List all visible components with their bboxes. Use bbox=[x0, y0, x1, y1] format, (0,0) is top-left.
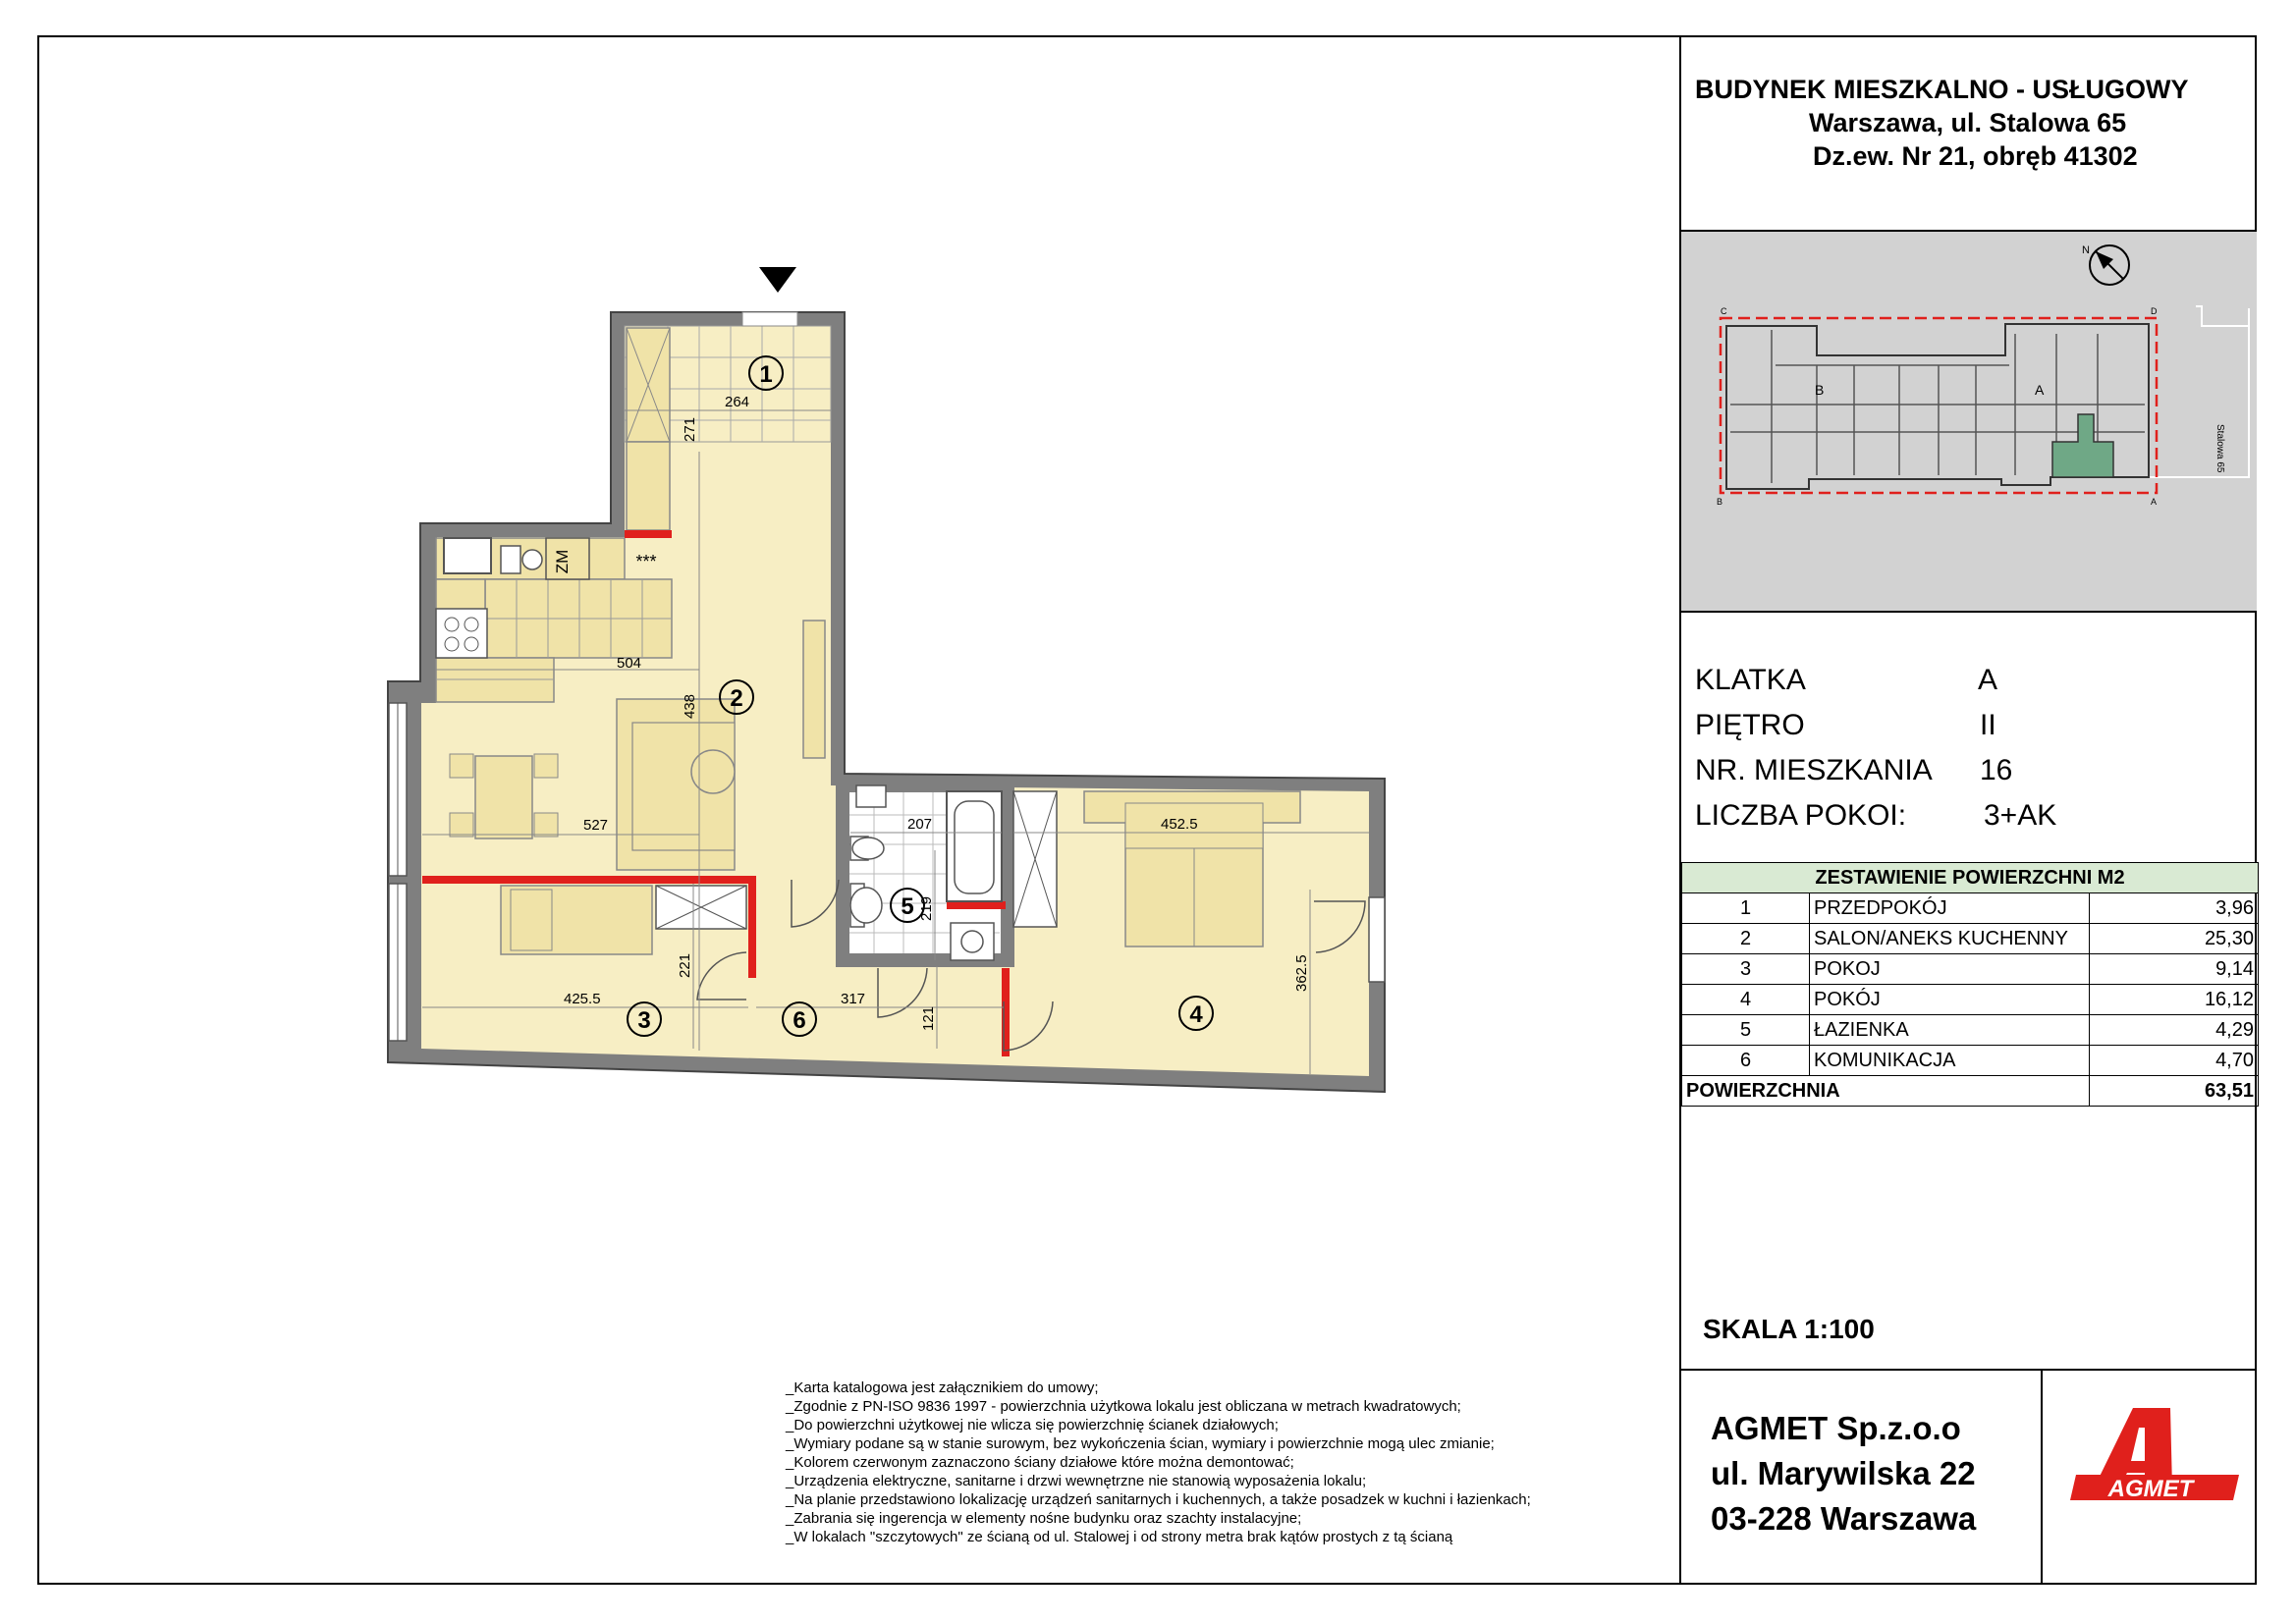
total-row: POWIERZCHNIA 63,51 bbox=[1682, 1076, 2259, 1107]
dim-317: 317 bbox=[841, 991, 866, 1007]
dim-504: 504 bbox=[617, 655, 642, 672]
note-line: _Wymiary podane są w stanie surowym, bez wykończenia ścian, wymiary i powierzchnie mogą ulec zmianie; bbox=[786, 1435, 1495, 1452]
cooktop bbox=[436, 609, 487, 658]
dim-219: 219 bbox=[918, 895, 935, 921]
table-row: 1 PRZEDPOKÓJ 3,96 bbox=[1682, 893, 2259, 924]
note-line: _Do powierzchni użytkowej nie wlicza się powierzchnię ścianek działowych; bbox=[786, 1417, 1279, 1433]
svg-text:6: 6 bbox=[793, 1007, 806, 1034]
table-row: 6 KOMUNIKACJA 4,70 bbox=[1682, 1046, 2259, 1076]
note-line: _Zgodnie z PN-ISO 9836 1997 - powierzchnia użytkowa lokalu jest obliczana w metrach kwadratowych; bbox=[786, 1398, 1461, 1415]
svg-text:B: B bbox=[1717, 497, 1723, 507]
notes bbox=[786, 1379, 1531, 1546]
dim-425-5: 425.5 bbox=[564, 991, 601, 1007]
north-arrow-icon bbox=[2082, 244, 2129, 285]
key-plan bbox=[1681, 232, 2257, 613]
building-title bbox=[1681, 35, 2257, 232]
company-block bbox=[1681, 1369, 2257, 1585]
svg-text:3: 3 bbox=[637, 1007, 651, 1034]
svg-text:AGMET: AGMET bbox=[2107, 1476, 2194, 1502]
dim-121: 121 bbox=[920, 1005, 937, 1031]
svg-text:4: 4 bbox=[1189, 1001, 1203, 1028]
dim-271: 271 bbox=[682, 416, 698, 442]
note-line: _Urządzenia elektryczne, sanitarne i drzwi wewnętrzne nie stanowią wyposażenia lokalu; bbox=[786, 1473, 1367, 1489]
table-row: 4 POKÓJ 16,12 bbox=[1682, 985, 2259, 1015]
note-line: _W lokalach "szczytowych" ze ścianą od ul. Stalowej i od strony metra brak kątów prostych z tą ścianą bbox=[786, 1529, 1453, 1545]
svg-text:D: D bbox=[2151, 306, 2158, 316]
street-label: Stalowa 65 bbox=[2214, 424, 2225, 473]
dim-438: 438 bbox=[682, 693, 698, 719]
note-line: _Na planie przedstawiono lokalizację urządzeń sanitarnych i kuchennych, a także posadzek w kuchni i łazienkach; bbox=[786, 1491, 1531, 1508]
area-table-header: ZESTAWIENIE POWIERZCHNI M2 bbox=[1682, 863, 2259, 893]
note-line: _Zabrania się ingerencja w elementy nośne budynku oraz szachty instalacyjne; bbox=[786, 1510, 1302, 1527]
svg-text:N: N bbox=[2082, 244, 2090, 256]
entrance-arrow-icon bbox=[759, 267, 796, 293]
stair-b-label: B bbox=[1815, 382, 1825, 398]
area-table bbox=[1681, 862, 2257, 1107]
removable-wall bbox=[748, 876, 756, 978]
company-name: AGMET Sp.z.o.o bbox=[1711, 1410, 1961, 1446]
company-street: ul. Marywilska 22 bbox=[1711, 1455, 1976, 1491]
dim-207: 207 bbox=[907, 816, 933, 833]
dim-221: 221 bbox=[677, 952, 693, 978]
removable-wall bbox=[625, 530, 672, 538]
note-line: _Kolorem czerwonym zaznaczono ściany działowe które można demontować; bbox=[786, 1454, 1294, 1471]
dim-452-5: 452.5 bbox=[1161, 816, 1198, 833]
building-plot: Dz.ew. Nr 21, obręb 41302 bbox=[1813, 141, 2138, 171]
fridge-label: ZM bbox=[553, 549, 572, 574]
scale-label: SKALA 1:100 bbox=[1703, 1314, 1875, 1344]
agmet-logo bbox=[2043, 1371, 2259, 1585]
removable-wall bbox=[1002, 968, 1010, 1056]
removable-wall bbox=[422, 876, 756, 884]
stair-a-label: A bbox=[2035, 382, 2045, 398]
building-type: BUDYNEK MIESZKALNO - USŁUGOWY bbox=[1695, 75, 2189, 104]
hob-label: *** bbox=[635, 552, 657, 571]
svg-text:5: 5 bbox=[901, 893, 914, 920]
apartment-info: KLATKA A PIĘTRO II NR. MIESZKANIA 16 LICZBA POKOI: 3+AK bbox=[1681, 613, 2257, 872]
dim-362-5: 362.5 bbox=[1293, 954, 1310, 992]
note-line: _Karta katalogowa jest załącznikiem do umowy; bbox=[786, 1379, 1099, 1396]
company-address bbox=[1681, 1371, 2043, 1585]
dim-527: 527 bbox=[583, 817, 609, 834]
title-block bbox=[1679, 35, 2257, 1585]
svg-text:A: A bbox=[2151, 497, 2158, 507]
dim-264: 264 bbox=[725, 394, 750, 410]
removable-wall bbox=[947, 901, 1006, 909]
svg-text:2: 2 bbox=[730, 685, 743, 712]
table-row: 3 POKOJ 9,14 bbox=[1682, 954, 2259, 985]
table-row: 5 ŁAZIENKA 4,29 bbox=[1682, 1015, 2259, 1046]
svg-text:1: 1 bbox=[759, 361, 773, 388]
building-address: Warszawa, ul. Stalowa 65 bbox=[1809, 108, 2127, 137]
table-row: 2 SALON/ANEKS KUCHENNY 25,30 bbox=[1682, 924, 2259, 954]
company-city: 03-228 Warszawa bbox=[1711, 1500, 1977, 1537]
svg-text:C: C bbox=[1721, 306, 1727, 316]
